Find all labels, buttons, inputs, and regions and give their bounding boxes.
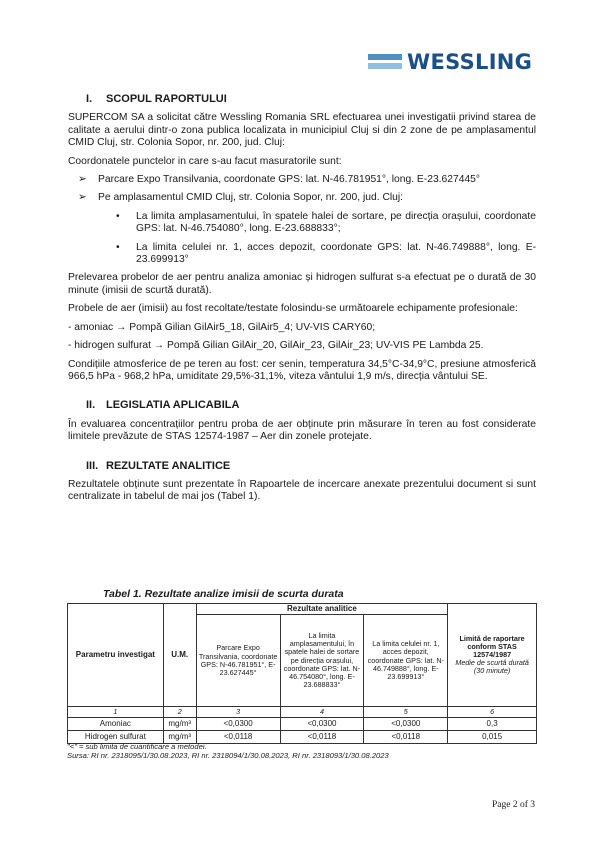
location-item-expo: ➢ Parcare Expo Transilvania, coordonate GPS: lat. N-46.781951°, long. E-23.627445°: [78, 174, 481, 186]
sampling-paragraph: Prelevarea probelor de aer pentru analiza amoniac și hidrogen sulfurat s-a efectuat pe o durată de 30 minute (imisii de scurtă durată).: [68, 272, 536, 296]
section-heading-1: I. SCOPUL RAPORTULUI: [86, 93, 227, 105]
dot-bullet-icon: •: [116, 241, 120, 253]
header-unit: U.M.: [163, 604, 196, 707]
location-item-cmid: ➢ Pe amplasamentul CMID Cluj, str. Colonia Sopor, nr. 200, jud. Cluj:: [78, 192, 404, 204]
footnote-quantification: "<" = sub limita de cuantificare a metodei.: [67, 742, 207, 751]
sublocation-item-2: • La limita celulei nr. 1, acces depozit, coordonate GPS: lat. N-46.749888°, long. E-23.699913°: [116, 241, 536, 266]
table-caption: Tabel 1. Rezultate analize imisii de scurta durata: [103, 588, 344, 600]
table-row: Amoniac mg/m³ <0,0300 <0,0300 <0,0300 0,3: [68, 718, 537, 731]
coordinates-intro: Coordonatele punctelor in care s-au facut masuratorile sunt:: [68, 155, 342, 167]
conditions-paragraph: Condițiile atmosferice de pe teren au fost: cer senin, temperatura 34,5°C-34,9°C, presiune atmosferică 966,5 hPa - 968,2 hPa, umiditate 29,5%-31,1%, viteza vântului 1,9 m/s, direcția vântului SE.: [68, 358, 536, 382]
report-body: [68, 93, 536, 510]
equipment-ammonia: - amoniac → Pompă Gilian GilAir5_18, GilAir5_4; UV-VIS CARY60;: [68, 321, 376, 333]
arrow-bullet-icon: ➢: [78, 192, 87, 204]
legislation-paragraph: În evaluarea concentrațiilor pentru proba de aer obținute prin măsurare în teren au fost considerate limitele prevăzute de STAS 12574-1987 – Aer din zonele protejate.: [68, 418, 536, 443]
table-row: Hidrogen sulfurat mg/m³ <0,0118 <0,0118 <0,0118 0,015: [68, 731, 537, 744]
results-table: [67, 603, 537, 744]
page-number: Page 2 of 3: [491, 800, 535, 810]
sublocation-item-1: • La limita amplasamentului, în spatele halei de sortare, pe direcția orașului, coordonate GPS: lat. N-46.754080°, long. E-23.688833°;: [116, 210, 536, 235]
header-point-2: La limita amplasamentului, în spatele halei de sortare pe direcția orașului, coordonate GPS: lat. N-46.754080°, long. E-23.688833°: [280, 615, 364, 707]
header-limit: Limită de raportare conform STAS 12574/1987 Medie de scurtă durată (30 minute): [448, 604, 537, 707]
section-heading-3: III. REZULTATE ANALITICE: [86, 459, 231, 472]
dot-bullet-icon: •: [116, 210, 120, 222]
section-heading-2: II. LEGISLATIA APLICABILA: [86, 399, 240, 412]
wessling-logo: [368, 50, 532, 74]
equipment-h2s: - hidrogen sulfurat → Pompă Gilian GilAir_20, GilAir_23, GilAir_23; UV-VIS PE Lambda 25.: [68, 340, 484, 352]
brand-name: WESSLING: [407, 50, 533, 74]
table-footnotes: [67, 742, 389, 761]
header-point-1: Parcare Expo Transilvania, coordonate GPS: N-46.781951°, E-23.627445°: [196, 615, 280, 707]
footnote-source: Sursa: RI nr. 2318095/1/30.08.2023, RI nr. 2318094/1/30.08.2023, RI nr. 2318093/1/30.08.2023: [67, 751, 389, 761]
wessling-logo-icon: [368, 54, 402, 70]
intro-paragraph: SUPERCOM SA a solicitat către Wessling Romania SRL efectuarea unei investigatii privind starea de calitate a aerului dintr-o zona publica localizata in municipiul Cluj si din 2 zone de pe amplasamentul CMID Cluj, str. Colonia Sopor, nr. 200, jud. Cluj:: [68, 112, 536, 149]
equipment-intro: Probele de aer (imisii) au fost recoltate/testate folosindu-se următoarele echipamente profesionale:: [68, 303, 518, 315]
header-point-3: La limita celulei nr. 1, acces depozit, coordonate GPS: lat. N-46.749888°, long. E-23.699913°: [364, 615, 448, 707]
header-parameter: Parametru investigat: [68, 604, 164, 707]
column-index-row: 1 2 3 4 5 6: [68, 707, 537, 718]
results-paragraph: Rezultatele obținute sunt prezentate în Rapoartele de incercare anexate prezentului document si sunt centralizate in tabelul de mai jos (Tabel 1).: [68, 478, 536, 503]
arrow-bullet-icon: ➢: [78, 174, 87, 186]
header-results: Rezultate analitice: [196, 604, 447, 615]
